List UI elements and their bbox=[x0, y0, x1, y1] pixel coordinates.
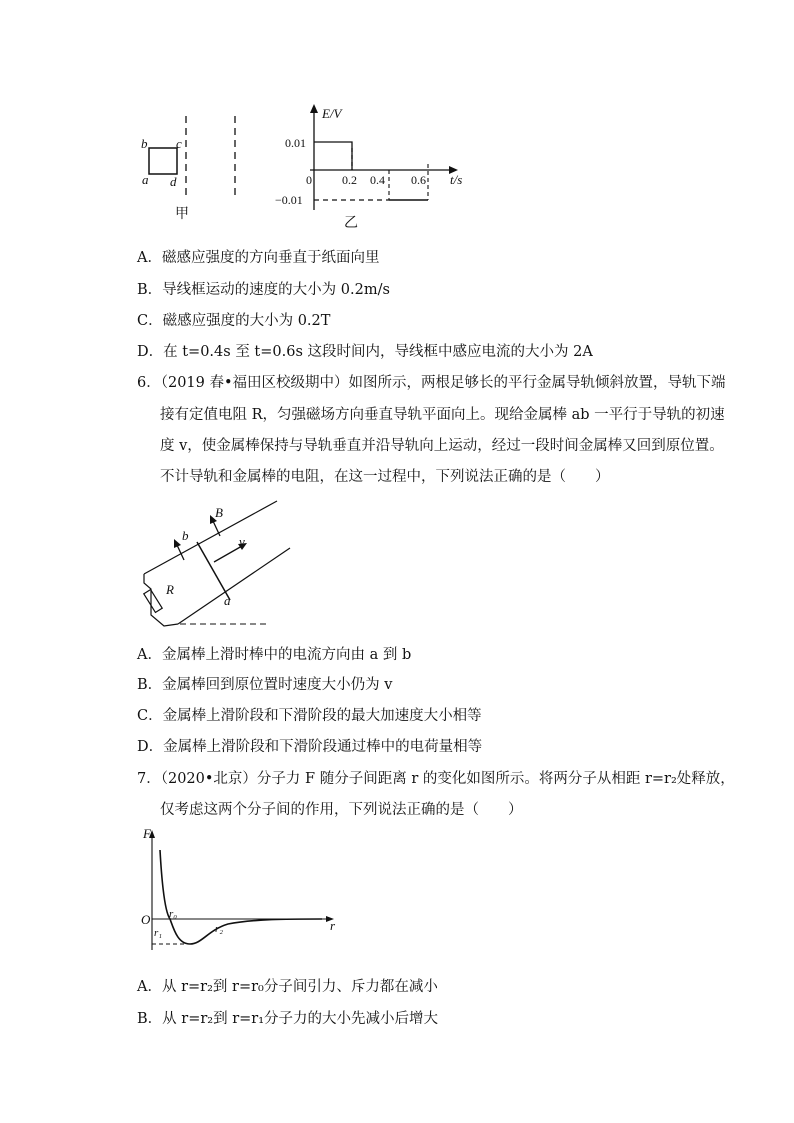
label-d: d bbox=[170, 174, 177, 189]
label-F: F bbox=[143, 826, 151, 841]
q5-option-a: A．磁感应强度的方向垂直于纸面向里 bbox=[137, 250, 380, 266]
caption-yi: 乙 bbox=[344, 215, 358, 231]
q7-option-b: B．从 r=r₂到 r=r₁分子力的大小先减小后增大 bbox=[137, 1011, 439, 1027]
figure-q7-force-curve bbox=[138, 826, 348, 956]
tick-y-pos: 0.01 bbox=[285, 136, 306, 150]
q5-option-d: D．在 t=0.4s 至 t=0.6s 这段时间内，导线框中感应电流的大小为 2A bbox=[137, 344, 593, 360]
q6-stem-line-3: 度 v，使金属棒保持与导轨垂直并沿导轨向上运动，经过一段时间金属棒又回到原位置。 bbox=[160, 438, 724, 454]
force-curve bbox=[160, 850, 322, 944]
rail-upper bbox=[144, 501, 277, 574]
resistor-r bbox=[144, 590, 162, 613]
q6-stem-line-4: 不计导轨和金属棒的电阻，在这一过程中，下列说法正确的是（ ） bbox=[160, 469, 610, 485]
q7-option-a: A．从 r=r₂到 r=r₀分子间引力、斥力都在减小 bbox=[137, 979, 438, 995]
label-b: b bbox=[141, 136, 148, 151]
label-b-rod: b bbox=[182, 528, 189, 543]
label-r: r bbox=[330, 918, 336, 933]
q6-option-b: B．金属棒回到原位置时速度大小仍为 v bbox=[137, 677, 393, 693]
rod-ab bbox=[197, 542, 230, 600]
wire-loop bbox=[149, 148, 177, 174]
emf-positive-segment bbox=[314, 142, 352, 170]
q6-stem-line-1: 6．（2019 春•福田区校级期中）如图所示，两根足够长的平行金属导轨倾斜放置，导轨下端 bbox=[137, 375, 726, 391]
y-axis-label: E/V bbox=[322, 106, 342, 121]
label-r0: r₀ bbox=[169, 908, 178, 920]
q5-option-c: C．磁感应强度的大小为 0.2T bbox=[137, 313, 331, 329]
tick-origin: 0 bbox=[306, 173, 312, 187]
caption-jia: 甲 bbox=[175, 206, 189, 222]
label-r1: r₁ bbox=[154, 927, 163, 939]
label-v: v bbox=[239, 534, 245, 549]
label-O: O bbox=[141, 912, 151, 927]
q6-option-d: D．金属棒上滑阶段和下滑阶段通过棒中的电荷量相等 bbox=[137, 739, 483, 755]
tick-x-06: 0.6 bbox=[411, 173, 426, 187]
rail-lower bbox=[178, 548, 290, 624]
label-R: R bbox=[166, 582, 174, 597]
y-axis-arrow bbox=[310, 104, 318, 113]
label-B: B bbox=[215, 505, 223, 520]
label-c: c bbox=[176, 136, 182, 151]
q6-stem-line-2: 接有定值电阻 R，匀强磁场方向垂直导轨平面向上。现给金属棒 ab 一平行于导轨的初速 bbox=[160, 407, 725, 423]
label-a-rod: a bbox=[224, 593, 231, 608]
tick-y-neg: −0.01 bbox=[275, 193, 303, 207]
figure-q6-rails bbox=[138, 500, 298, 635]
tick-x-04: 0.4 bbox=[370, 173, 385, 187]
tick-x-02: 0.2 bbox=[342, 173, 357, 187]
x-axis-label: t/s bbox=[450, 172, 463, 187]
q6-option-a: A．金属棒上滑时棒中的电流方向由 a 到 b bbox=[137, 647, 412, 663]
label-r2: r₂ bbox=[215, 923, 224, 935]
q7-stem-line-2: 仅考虑这两个分子间的作用，下列说法正确的是（ ） bbox=[160, 802, 523, 818]
q6-option-c: C．金属棒上滑阶段和下滑阶段的最大加速度大小相等 bbox=[137, 708, 482, 724]
q7-stem-line-1: 7．（2020•北京）分子力 F 随分子间距离 r 的变化如图所示。将两分子从相距 r=r₂处释放， bbox=[137, 771, 735, 787]
label-a: a bbox=[142, 172, 149, 187]
q5-option-b: B．导线框运动的速度的大小为 0.2m/s bbox=[137, 282, 390, 298]
velocity-arrow bbox=[214, 546, 242, 562]
